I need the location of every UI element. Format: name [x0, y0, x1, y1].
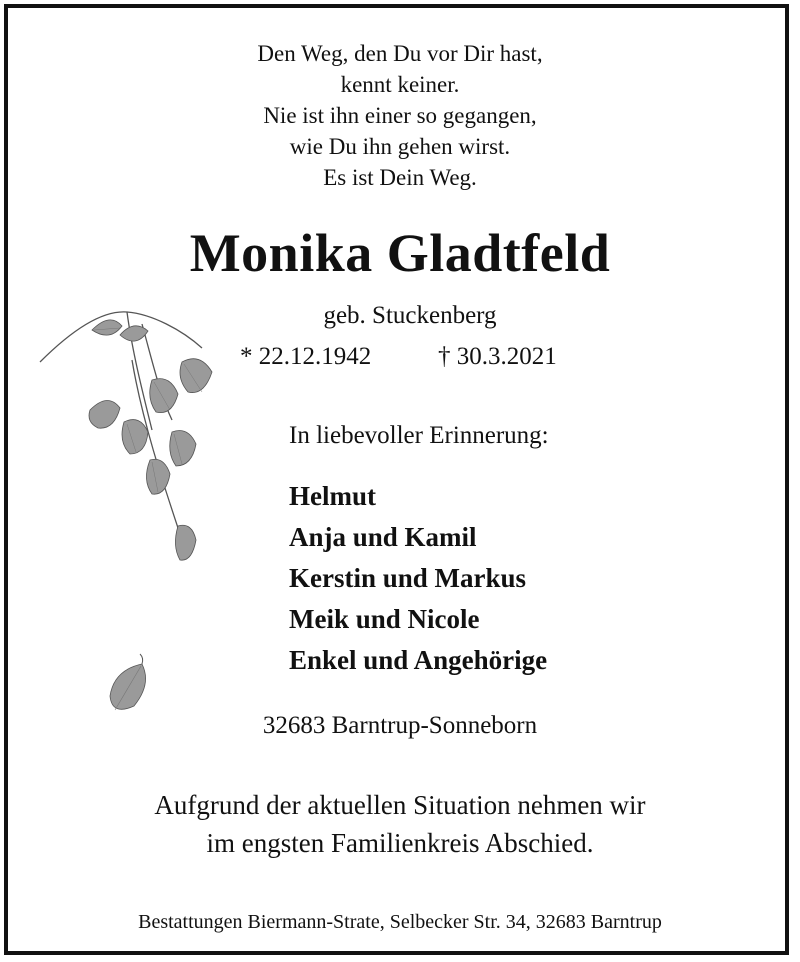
maiden-name: geb. Stuckenberg: [323, 302, 497, 329]
mourner-name: Anja und Kamil: [289, 522, 477, 552]
poem-line: Nie ist ihn einer so gegangen,: [263, 103, 537, 128]
birth-date: * 22.12.1942: [240, 343, 372, 370]
poem-line: Es ist Dein Weg.: [323, 165, 477, 190]
mourner-name: Meik und Nicole: [289, 604, 480, 634]
birch-branch-icon: [32, 300, 222, 590]
mourner-name: Kerstin und Markus: [289, 563, 527, 593]
poem-line: Den Weg, den Du vor Dir hast,: [257, 41, 543, 66]
notice-line: Aufgrund der aktuellen Situation nehmen wir: [154, 790, 646, 820]
funeral-home-footer: Bestattungen Biermann-Strate, Selbecker Str. 34, 32683 Barntrup: [138, 911, 662, 933]
mourner-list: [289, 476, 547, 681]
deceased-name: Monika Gladtfeld: [189, 223, 611, 283]
poem-line: kennt keiner.: [340, 72, 460, 97]
death-date: † 30.3.2021: [438, 343, 557, 370]
mourner-name: Enkel und Angehörige: [289, 645, 548, 675]
notice-line: im engsten Familienkreis Abschied.: [206, 828, 594, 858]
falling-leaf-icon: [105, 650, 155, 720]
mourner-name: Helmut: [289, 481, 376, 511]
poem-line: wie Du ihn gehen wirst.: [289, 134, 511, 159]
place: 32683 Barntrup-Sonneborn: [262, 712, 538, 739]
farewell-notice: [0, 786, 800, 862]
memory-line: In liebevoller Erinnerung:: [289, 422, 549, 449]
poem: [0, 38, 800, 193]
